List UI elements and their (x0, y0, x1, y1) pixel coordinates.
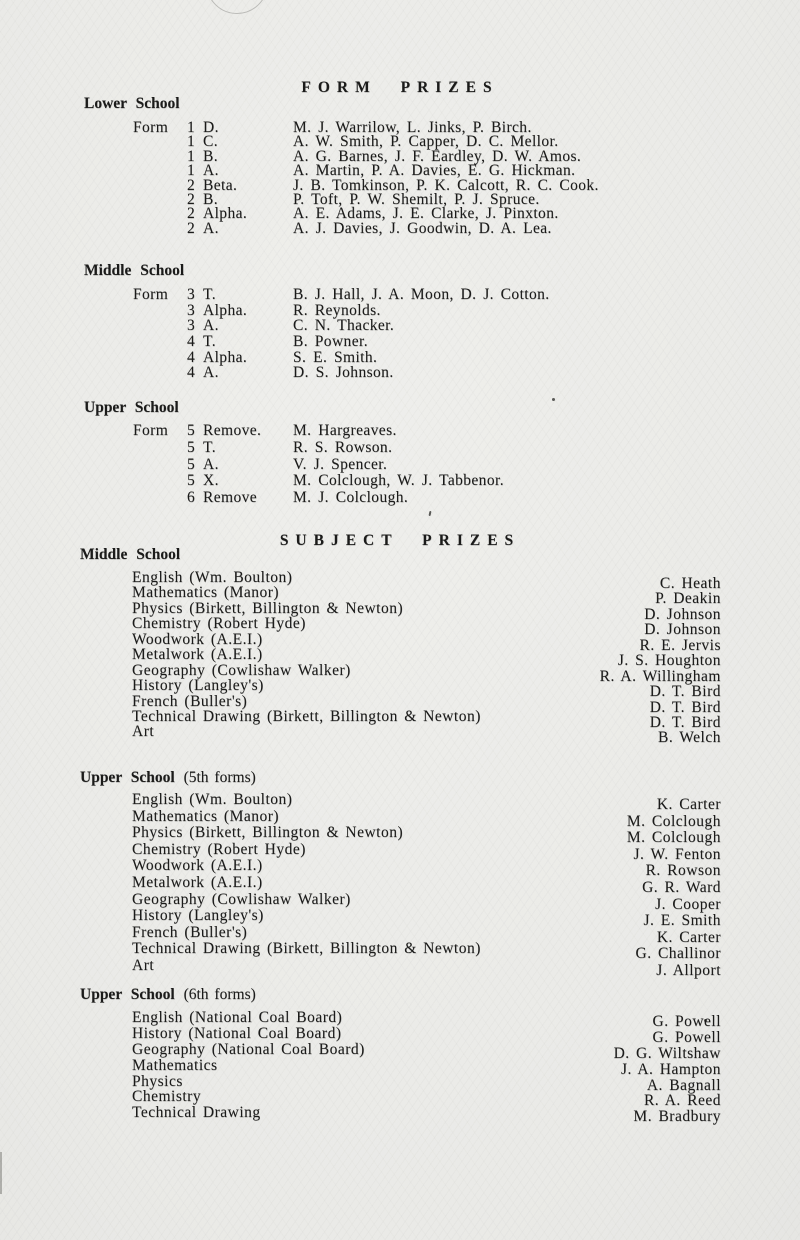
prize-winner-name: M. Colclough (626, 812, 721, 830)
prize-winner-name: J. W. Fenton (633, 845, 721, 863)
form-prize-row (0, 318, 800, 334)
form-number: 1 (187, 119, 196, 136)
form-letter: D. (203, 119, 219, 136)
section-heading (80, 987, 256, 1003)
prize-winner-name: C. Heath (659, 575, 721, 592)
form-prize-row (0, 440, 800, 457)
subject-name: Woodwork (A.E.I.) (132, 857, 263, 875)
prize-winner-name: R. E. Jervis (639, 636, 721, 654)
prize-winner-names: M. Hargreaves. (293, 422, 397, 439)
form-prize-row (0, 334, 800, 350)
prize-winner-names: A. G. Barnes, J. F. Eardley, D. W. Amos. (293, 147, 582, 165)
form-letter: B. (203, 147, 219, 165)
subject-name: Technical Drawing (Birkett, Billington & Newton) (132, 707, 481, 725)
prize-winner-name: G. Powell (652, 1028, 721, 1046)
prize-winner-names: M. J. Colclough. (293, 489, 409, 507)
subject-prize-row (0, 723, 800, 747)
form-letter: Beta. (203, 176, 238, 194)
section-heading: Upper School (84, 399, 179, 416)
form-number: 5 (187, 472, 196, 490)
subject-name: Physics (132, 1072, 183, 1090)
scan-speck (429, 511, 432, 516)
form-word-label: Form (133, 286, 169, 303)
form-prize-row (0, 162, 800, 180)
subject-prize-rows (0, 791, 800, 979)
section-heading-qualifier: (5th forms) (183, 769, 256, 786)
subject-prize-row (0, 1072, 800, 1094)
prize-winner-name: D. G. Wiltshaw (613, 1044, 721, 1062)
section-heading (80, 770, 256, 786)
form-letter: T. (203, 333, 216, 351)
prize-winner-name: D. T. Bird (649, 713, 721, 731)
form-prize-row (0, 350, 800, 366)
form-number: 4 (187, 348, 196, 366)
form-prize-rows (0, 423, 800, 507)
subject-name: Geography (Cowlishaw Walker) (132, 661, 351, 679)
subject-name: Physics (Birkett, Billington & Newton) (132, 599, 404, 617)
form-prize-row (0, 303, 800, 319)
prize-winner-names: A. Martin, P. A. Davies, E. G. Hickman. (293, 162, 576, 180)
subject-name: History (Langley's) (132, 907, 264, 925)
subject-prize-row (0, 807, 800, 830)
prize-winner-name: R. Rowson (645, 862, 721, 880)
prize-winner-names: B. Powner. (293, 333, 368, 351)
subject-name: Art (132, 723, 155, 741)
prize-winner-names: M. Colclough, W. J. Tabbenor. (293, 472, 504, 490)
form-prize-row (0, 457, 800, 474)
form-number: 1 (187, 147, 196, 165)
form-letter: Alpha. (203, 205, 248, 223)
section-heading: Lower School (84, 95, 180, 112)
form-prize-row (0, 133, 800, 151)
subject-prize-row (0, 873, 800, 896)
subject-prize-row (0, 1040, 800, 1062)
form-number: 1 (187, 133, 196, 151)
form-number: 5 (187, 438, 196, 456)
form-number: 1 (187, 162, 196, 180)
form-number: 2 (187, 176, 196, 194)
scan-speck (552, 398, 555, 401)
subject-name: History (Langley's) (132, 677, 264, 695)
prize-winner-name: D. Johnson (644, 605, 721, 623)
form-prize-row (0, 149, 800, 163)
prize-winner-names: B. J. Hall, J. A. Moon, D. J. Cotton. (293, 286, 550, 303)
form-prize-row (0, 490, 800, 507)
form-prize-row (0, 365, 800, 381)
subject-prize-row (0, 907, 800, 930)
subject-name: Chemistry (Robert Hyde) (132, 615, 306, 633)
subject-prize-row (0, 1088, 800, 1110)
subject-name: Geography (Cowlishaw Walker) (132, 890, 351, 908)
prize-winner-names: V. J. Spencer. (293, 455, 388, 473)
subject-name: Metalwork (A.E.I.) (132, 873, 263, 891)
prize-winner-name: G. Powell (652, 1013, 721, 1030)
subject-prize-row (0, 791, 800, 813)
subject-prize-row (0, 824, 800, 847)
form-letter: A. (203, 219, 219, 237)
section-heading-text: Upper School (80, 986, 175, 1003)
section-heading-text: Middle School (80, 546, 181, 563)
form-number: 6 (187, 489, 196, 507)
form-prize-rows (0, 287, 800, 381)
subject-prize-row (0, 1104, 800, 1126)
subject-name: English (National Coal Board) (132, 1009, 343, 1026)
form-number: 5 (187, 455, 196, 473)
prize-winner-name: A. Bagnall (646, 1076, 721, 1094)
subject-prize-row (0, 857, 800, 880)
subject-prize-row (0, 707, 800, 731)
scan-edge-mark (0, 1152, 2, 1194)
subject-prize-row (0, 1009, 800, 1030)
subject-prize-rows (0, 1009, 800, 1126)
prize-winner-names: D. S. Johnson. (293, 364, 394, 382)
prize-winner-name: J. Allport (656, 961, 721, 979)
subject-prize-row (0, 890, 800, 913)
subject-name: French (Buller's) (132, 923, 248, 941)
subject-name: Woodwork (A.E.I.) (132, 630, 263, 648)
section-heading (80, 547, 180, 563)
form-number: 2 (187, 219, 196, 237)
form-number: 5 (187, 422, 196, 439)
subject-name: Mathematics (Manor) (132, 584, 280, 602)
form-prize-row (0, 192, 800, 206)
subject-name: French (Buller's) (132, 692, 248, 710)
prize-winner-names: R. Reynolds. (293, 301, 381, 319)
form-number: 3 (187, 301, 196, 319)
prize-winner-names: M. J. Warrilow, L. Jinks, P. Birch. (293, 119, 532, 136)
form-letter: X. (203, 472, 219, 490)
form-letter: A. (203, 364, 219, 382)
form-letter: T. (203, 438, 216, 456)
prize-winner-names: P. Toft, P. W. Shemilt, P. J. Spruce. (293, 190, 540, 208)
subject-name: English (Wm. Boulton) (132, 569, 293, 586)
subject-name: Art (132, 956, 155, 974)
subject-name: History (National Coal Board) (132, 1024, 342, 1042)
section-heading: Middle School (84, 262, 185, 279)
subject-prize-row (0, 1024, 800, 1046)
subject-name: Chemistry (Robert Hyde) (132, 840, 306, 858)
prize-winner-name: D. Johnson (644, 621, 721, 639)
form-prizes-title: FORM PRIZES (301, 79, 499, 96)
form-prize-row (0, 423, 800, 440)
form-letter: B. (203, 190, 219, 208)
form-prize-rows (0, 120, 800, 235)
subject-name: English (Wm. Boulton) (132, 791, 293, 808)
prize-winner-name: D. T. Bird (649, 683, 721, 701)
form-number: 2 (187, 190, 196, 208)
prize-winner-name: R. A. Willingham (599, 667, 721, 685)
prize-winner-name: P. Deakin (655, 590, 721, 608)
prize-winner-name: K. Carter (656, 796, 721, 813)
prize-winner-names: A. E. Adams, J. E. Clarke, J. Pinxton. (293, 205, 559, 223)
prize-winner-name: M. Bradbury (633, 1108, 721, 1126)
subject-prize-rows (0, 569, 800, 747)
form-letter: A. (203, 317, 219, 335)
form-prize-row (0, 221, 800, 235)
form-prize-row (0, 120, 800, 134)
prize-winner-name: J. E. Smith (643, 912, 721, 930)
form-number: 4 (187, 364, 196, 382)
subject-prize-row (0, 923, 800, 946)
prize-winner-name: R. A. Reed (643, 1092, 721, 1110)
form-letter: Alpha. (203, 348, 248, 366)
prize-winner-name: D. T. Bird (649, 698, 721, 716)
form-word-label: Form (133, 119, 169, 136)
subject-name: Mathematics (Manor) (132, 807, 280, 825)
prize-winner-names: J. B. Tomkinson, P. K. Calcott, R. C. Cook. (293, 176, 599, 194)
form-number: 2 (187, 205, 196, 223)
prize-winner-names: C. N. Thacker. (293, 317, 395, 335)
punch-hole-mark (206, 0, 268, 14)
form-prize-row (0, 473, 800, 490)
subject-prizes-title: SUBJECT PRIZES (279, 532, 521, 549)
subject-name: Technical Drawing (132, 1104, 261, 1122)
subject-prize-row (0, 940, 800, 963)
form-letter: A. (203, 455, 219, 473)
form-letter: C. (203, 133, 219, 151)
prize-winner-name: G. R. Ward (642, 878, 721, 896)
form-letter: T. (203, 286, 216, 303)
prize-winner-name: M. Colclough (626, 829, 721, 847)
form-number: 4 (187, 333, 196, 351)
subject-prize-row (0, 1056, 800, 1078)
subject-prize-row (0, 569, 800, 592)
prize-winner-name: J. Cooper (655, 895, 721, 913)
form-letter: Alpha. (203, 301, 248, 319)
subject-name: Physics (Birkett, Billington & Newton) (132, 824, 404, 842)
form-word-label: Form (133, 422, 169, 439)
prize-winner-name: K. Carter (656, 928, 721, 946)
subject-name: Geography (National Coal Board) (132, 1040, 365, 1058)
subject-name: Mathematics (132, 1056, 218, 1074)
prize-winner-names: R. S. Rowson. (293, 438, 393, 456)
form-prize-row (0, 287, 800, 303)
subject-prize-row (0, 956, 800, 979)
subject-prize-row (0, 840, 800, 863)
form-prize-row (0, 178, 800, 192)
prize-winner-name: B. Welch (657, 729, 721, 747)
form-number: 3 (187, 286, 196, 303)
prize-winner-names: S. E. Smith. (293, 348, 378, 366)
form-number: 3 (187, 317, 196, 335)
form-letter: A. (203, 162, 219, 180)
section-heading-text: Upper School (80, 769, 175, 786)
section-heading-qualifier: (6th forms) (183, 986, 256, 1003)
subject-name: Metalwork (A.E.I.) (132, 646, 263, 664)
prize-winner-name: J. S. Houghton (617, 652, 721, 670)
form-letter: Remove. (203, 422, 262, 439)
form-letter: Remove (203, 489, 258, 507)
subject-name: Technical Drawing (Birkett, Billington & Newton) (132, 940, 481, 958)
prize-winner-name: G. Challinor (635, 945, 721, 963)
form-prize-row (0, 205, 800, 223)
prize-winner-names: A. W. Smith, P. Capper, D. C. Mellor. (293, 133, 559, 151)
prize-winner-name: J. A. Hampton (620, 1060, 721, 1078)
prize-winner-names: A. J. Davies, J. Goodwin, D. A. Lea. (293, 219, 552, 237)
subject-name: Chemistry (132, 1088, 202, 1106)
